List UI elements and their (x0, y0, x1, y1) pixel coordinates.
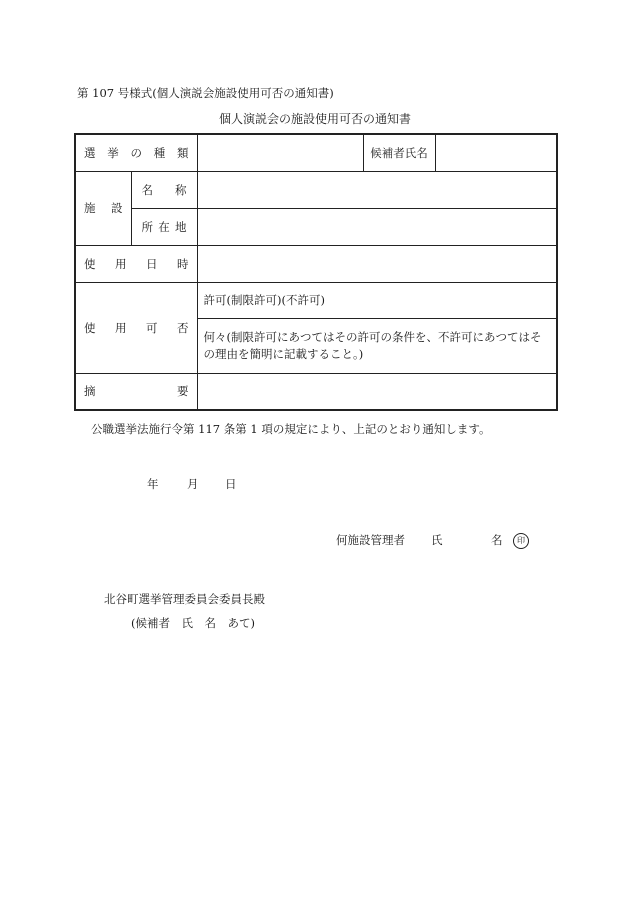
manager-title: 何施設管理者 (336, 533, 405, 547)
candidate-name-label: 候補者氏名 (363, 134, 435, 171)
date-day: 日 (225, 477, 237, 491)
seal-mark: 印 (513, 533, 529, 549)
election-type-value[interactable] (197, 134, 363, 171)
usage-datetime-value[interactable] (197, 245, 557, 282)
row-facility-address (75, 208, 557, 245)
manager-name: 名 (491, 533, 503, 547)
row-summary (75, 373, 557, 410)
facility-name-label: 名 称 (131, 171, 197, 208)
permission-note: 何々(制限許可にあつてはその許可の条件を、不許可にあつてはその理由を簡明に記載すること。) (197, 318, 557, 373)
facility-address-label: 所 在 地 (131, 208, 197, 245)
facility-name-value[interactable] (197, 171, 557, 208)
notice-table (74, 133, 558, 411)
permission-options: 許可(制限許可)(不許可) (197, 282, 557, 318)
usage-datetime-label: 使 用 日 時 (75, 245, 197, 282)
addressee: 北谷町選挙管理委員会委員長殿 (104, 592, 265, 606)
addressee-sub: (候補者 氏 名 あて) (131, 616, 255, 630)
facility-address-value[interactable] (197, 208, 557, 245)
summary-label: 摘 要 (75, 373, 197, 410)
facility-label: 施 設 (75, 171, 131, 245)
candidate-name-value[interactable] (435, 134, 557, 171)
row-permission-options (75, 282, 557, 318)
permission-label: 使 用 可 否 (75, 282, 197, 373)
row-usage-datetime (75, 245, 557, 282)
election-type-label: 選 挙 の 種 類 (75, 134, 197, 171)
regulation-text: 公職選挙法施行令第 117 条第 1 項の規定により、上記のとおり通知します。 (91, 422, 491, 436)
date-month: 月 (187, 477, 199, 491)
row-election-type (75, 134, 557, 171)
row-facility-name (75, 171, 557, 208)
manager-line (336, 532, 529, 549)
manager-surname: 氏 (431, 533, 443, 547)
date-line (147, 476, 237, 492)
form-number: 第 107 号様式(個人演説会施設使用可否の通知書) (77, 86, 334, 100)
summary-value[interactable] (197, 373, 557, 410)
form-title: 個人演説会の施設使用可否の通知書 (218, 112, 411, 126)
date-year: 年 (147, 477, 159, 491)
